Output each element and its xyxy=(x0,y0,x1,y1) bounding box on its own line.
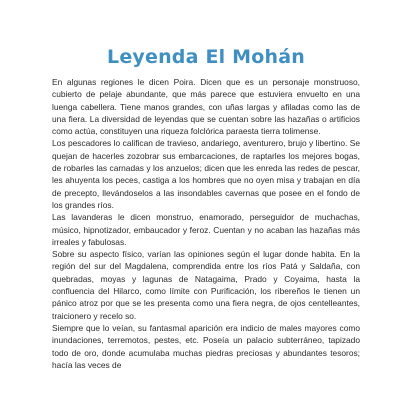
page-title: Leyenda El Mohán xyxy=(107,46,305,68)
paragraph: Las lavanderas le dicen monstruo, enamorado, perseguidor de muchachas, músico, hipnotizador, embaucador y feroz. Cuentan y no acaban las hazañas más irreales y fabulosas. xyxy=(52,212,360,247)
paragraph: En algunas regiones le dicen Poira. Dicen que es un personaje monstruoso, cubierto de pelaje abundante, que más parece que estuviera envuelto en una luenga cabellera. Tiene manos grandes, con uñas largas y afiladas como las de una fiera. La diversidad de leyendas que se cuentan sobre las hazañas o artificios como actúa, constituyen una riqueza folclórica paraesta tierra tolimense. xyxy=(52,77,360,137)
paragraph: Sobre su aspecto físico, varían las opiniones según el lugar donde habita. En la región del sur del Magdalena, comprendida entre los ríos Patá y Saldaña, con quebradas, moyas y lagunas de Natagaima, Prado y Coyaima, hasta la confluencia del Hilarco, como límite con Purificación, los ribereños le tienen un pánico atroz por que se les presenta como una fiera negra, de ojos centelleantes, traicionero y recelo so. xyxy=(52,249,360,321)
paragraph: Los pescadores lo califican de travieso, andariego, aventurero, brujo y libertino. Se quejan de hacerles zozobrar sus embarcaciones, de raptarles los mejores bogas, de robarles las carnadas y los anzuelos; dicen que les enreda las redes de pescar, les ahuyenta los peces, castiga a los hombres que no oyen misa y trabajan en día de precepto, llevándoselos a las insondables cavernas que posee en el fondo de los grandes ríos. xyxy=(52,138,360,210)
paragraph: Siempre que lo veían, su fantasmal aparición era indicio de males mayores como inundaciones, terremotos, pestes, etc. Poseía un palacio subterráneo, tapizado todo de oro, donde acumulaba muchas piedras preciosas y abundantes tesoros; hacía las veces de xyxy=(52,322,360,370)
document-body xyxy=(52,76,360,371)
